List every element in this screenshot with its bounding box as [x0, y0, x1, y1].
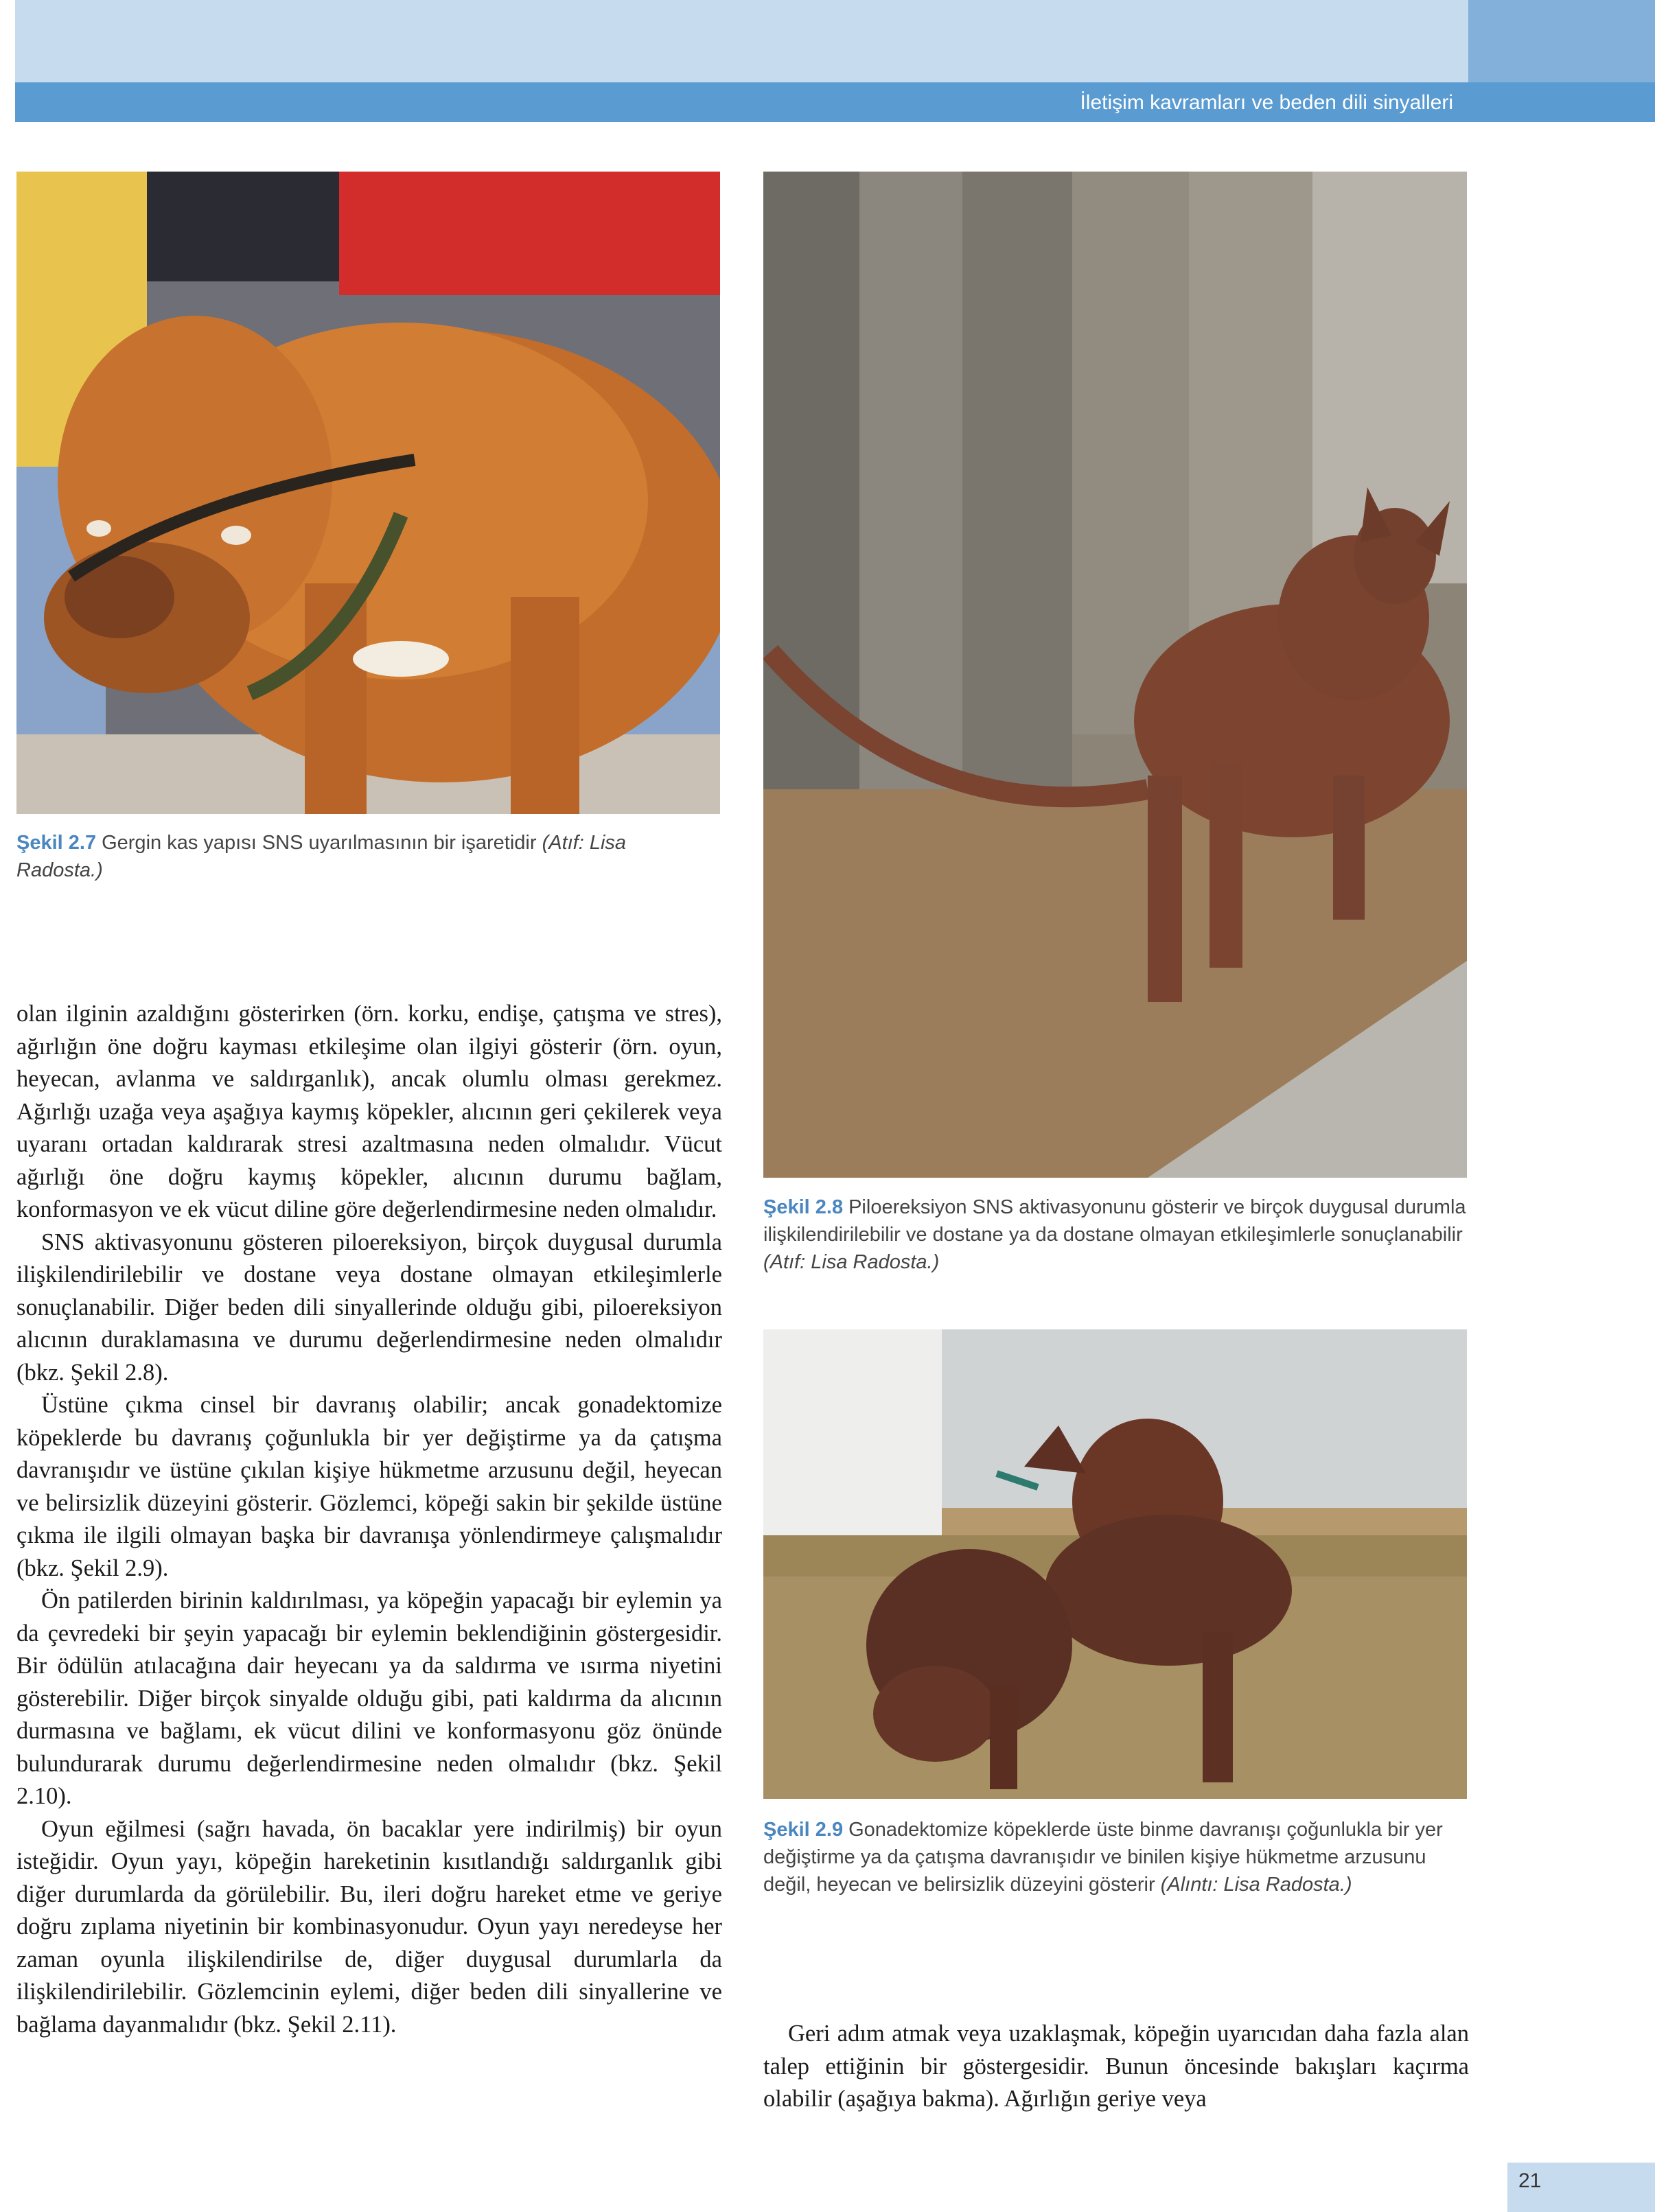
figure-2-9-photo — [763, 1329, 1467, 1799]
figure-2-8-credit: (Atıf: Lisa Radosta.) — [763, 1251, 940, 1273]
figure-2-8-caption — [763, 1194, 1470, 1276]
body-paragraph: SNS aktivasyonunu gösteren piloereksiyon, birçok duygusal durumla ilişkilendirilebilir ve dostane veya dostane olmayan etkileşimlerle sonuçlanabilir. Diğer beden dili sinyallerinde olduğu gibi, piloereksiyon alıcının duraklamasına ve durumu değerlendirmesine neden olmalıdır (bkz. Şekil 2.8). — [16, 1229, 722, 1386]
figure-2-7-credit: (Atıf: Lisa Radosta.) — [16, 832, 627, 881]
body-paragraph: Oyun eğilmesi (sağrı havada, ön bacaklar yere indirilmiş) bir oyun isteğidir. Oyun yayı, köpeğin hareketinin kısıtlandığı saldırganlık gibi diğer durumlarda da görülebilir. Bu, ileri doğru hareket etme ve geriye doğru zıplama niyetinin bir kombinasyonudur. Oyun yayı neredeyse her zaman oyunla ilişkilendirilse de, diğer duygusal durumlarla da ilişkilendirilebilir. Gözlemcinin eylemi, diğer beden dili sinyallerine ve bağlama dayanmalıdır (bkz. Şekil 2.11). — [16, 1815, 722, 2038]
figure-2-9-credit: (Alıntı: Lisa Radosta.) — [1160, 1874, 1352, 1896]
body-paragraph: olan ilginin azaldığını gösterirken (örn. korku, endişe, çatışma ve stres), ağırlığın öne doğru kayması etkileşime olan ilgiyi gösterir (örn. oyun, heyecan, avlanma ve saldırganlık), ancak olumlu olması gerekmez. Ağırlığı uzağa veya aşağıya kaymış köpekler, alıcının geri çekilerek veya uyaranı ortadan kaldırarak stresi azaltmasına neden olmalıdır. Vücut ağırlığı öne doğru kaymış köpekler, alıcının durumu bağlam, konformasyon ve ek vücut diline göre değerlendirmesine neden olmalıdır. — [16, 1001, 722, 1222]
figure-2-7-text: Gergin kas yapısı SNS uyarılmasının bir işaretidir — [102, 832, 537, 854]
figure-2-7-caption — [16, 829, 710, 884]
left-body-column — [16, 998, 722, 2041]
section-title: İletişim kavramları ve beden dili sinyalleri — [1080, 91, 1453, 114]
header-top-band — [15, 0, 1468, 82]
page-number: 21 — [1518, 2169, 1542, 2192]
figure-2-8-text: Piloereksiyon SNS aktivasyonunu gösterir ve birçok duygusal durumla ilişkilendirilebilir ve dostane ya da dostane olmayan etkileşimlerle sonuçlanabilir — [763, 1196, 1466, 1246]
figure-2-9-text: Gonadektomize köpeklerde üste binme davranışı çoğunlukla bir yer değiştirme ya da çatışma davranışıdır ve binilen kişiye hükmetme arzusunu değil, heyecan ve belirsizlik düzeyini gösterir — [763, 1819, 1443, 1896]
right-body-column — [763, 2018, 1469, 2116]
header-accent-block — [1468, 0, 1655, 82]
figure-2-8-photo — [763, 172, 1467, 1178]
figure-2-9-label: Şekil 2.9 — [763, 1819, 844, 1841]
body-paragraph: Ön patilerden birinin kaldırılması, ya köpeğin yapacağı bir eylemin ya da çevredeki bir şeyin yapacağı bir eylemin beklendiğinin göstergesidir. Bir ödülün atılacağına dair heyecanı ya da saldırma ve ısırma niyetini gösterebilir. Diğer birçok sinyalde olduğu gibi, pati kaldırma da alıcının durmasına ve bağlamı, ek vücut dilini ve konformasyonu göz önünde bulundurarak durumu değerlendirmesine neden olmalıdır (bkz. Şekil 2.10). — [16, 1587, 722, 1809]
body-paragraph: Üstüne çıkma cinsel bir davranış olabilir; ancak gonadektomize köpeklerde bu davranış çoğunlukla bir yer değiştirme ya da çatışma davranışıdır ve üstüne çıkılan kişiye hükmetme arzusunu değil, heyecan ve belirsizlik düzeyini gösterir. Gözlemci, köpeği sakin bir şekilde üstüne çıkma ile ilgili olmayan başka bir davranışa yönlendirmeye çalışmalıdır (bkz. Şekil 2.9). — [16, 1392, 722, 1581]
figure-2-9-caption — [763, 1816, 1450, 1898]
page-number-box — [1507, 2163, 1655, 2212]
figure-2-7-label: Şekil 2.7 — [16, 832, 97, 854]
figure-2-8-label: Şekil 2.8 — [763, 1196, 844, 1218]
figure-2-7-photo — [16, 172, 720, 814]
body-paragraph: Geri adım atmak veya uzaklaşmak, köpeğin uyarıcıdan daha fazla alan talep ettiğinin bir göstergesidir. Bunun öncesinde bakışları kaçırma olabilir (aşağıya bakma). Ağırlığın geriye veya — [763, 2021, 1469, 2112]
